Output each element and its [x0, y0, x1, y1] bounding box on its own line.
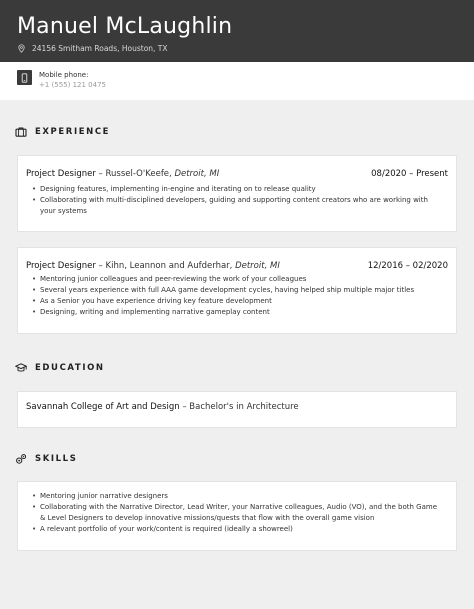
- job-separator: –: [95, 261, 106, 271]
- job-bullets: [32, 184, 442, 217]
- list-item: • Designing, writing and implementing narrative gameplay content: [32, 307, 442, 318]
- skills-card: [17, 481, 457, 551]
- address-text: 24156 Smitham Roads, Houston, TX: [32, 44, 168, 53]
- experience-heading: [15, 126, 110, 138]
- list-item: • Mentoring junior narrative designers: [32, 491, 442, 502]
- list-item: • Collaborating with the Narrative Director, Lead Writer, your Narrative colleagues, Audio (VO), and the both Game & Level Designers to develop innovative missions/quests that flow with the overall game vision: [32, 502, 442, 524]
- school-name: Savannah College of Art and Design: [26, 402, 180, 412]
- degree-name: – Bachelor's in Architecture: [179, 402, 299, 412]
- mobile-phone-icon: [17, 70, 32, 85]
- education-card: [17, 391, 457, 428]
- job-card: [17, 247, 457, 334]
- map-pin-icon: [17, 44, 26, 53]
- address-line: [17, 44, 168, 53]
- candidate-name: Manuel McLaughlin: [17, 14, 233, 39]
- resume-header: [0, 0, 474, 62]
- job-company: Russel-O'Keefe,: [105, 169, 175, 179]
- job-card: [17, 155, 457, 232]
- phone-number: +1 (555) 121 0475: [39, 81, 106, 89]
- job-location: Detroit, MI: [235, 261, 280, 271]
- list-item: • Several years experience with full AAA game development cycles, having helped ship multiple major titles: [32, 285, 442, 296]
- gears-icon: [15, 453, 27, 465]
- education-title: EDUCATION: [35, 363, 105, 373]
- list-item: • Designing features, implementing in-engine and iterating on to release quality: [32, 184, 442, 195]
- job-role: Project Designer: [26, 169, 96, 179]
- job-bullets: [32, 274, 442, 318]
- list-item: • A relevant portfolio of your work/content is required (ideally a showreel): [32, 524, 442, 535]
- job-separator: –: [95, 169, 106, 179]
- job-location: Detroit, MI: [174, 169, 220, 179]
- phone-label: Mobile phone:: [39, 71, 89, 79]
- job-title-line: [26, 169, 219, 179]
- job-dates: 12/2016 – 02/2020: [367, 261, 448, 271]
- graduation-cap-icon: [15, 362, 27, 374]
- job-dates: 08/2020 – Present: [371, 169, 448, 179]
- skills-bullets: [32, 491, 442, 535]
- education-line: [26, 402, 299, 412]
- list-item: • As a Senior you have experience driving key feature development: [32, 296, 442, 307]
- briefcase-icon: [15, 126, 27, 138]
- education-heading: [15, 362, 105, 374]
- job-role: Project Designer: [26, 261, 96, 271]
- skills-heading: [15, 453, 77, 465]
- experience-title: EXPERIENCE: [35, 127, 111, 137]
- list-item: • Mentoring junior colleagues and peer-reviewing the work of your colleagues: [32, 274, 442, 285]
- job-title-line: [26, 261, 280, 271]
- list-item: • Collaborating with multi-disciplined developers, guiding and supporting content creators who are working with your systems: [32, 195, 442, 217]
- skills-title: SKILLS: [35, 454, 78, 464]
- job-company: Kihn, Leannon and Aufderhar,: [105, 261, 236, 271]
